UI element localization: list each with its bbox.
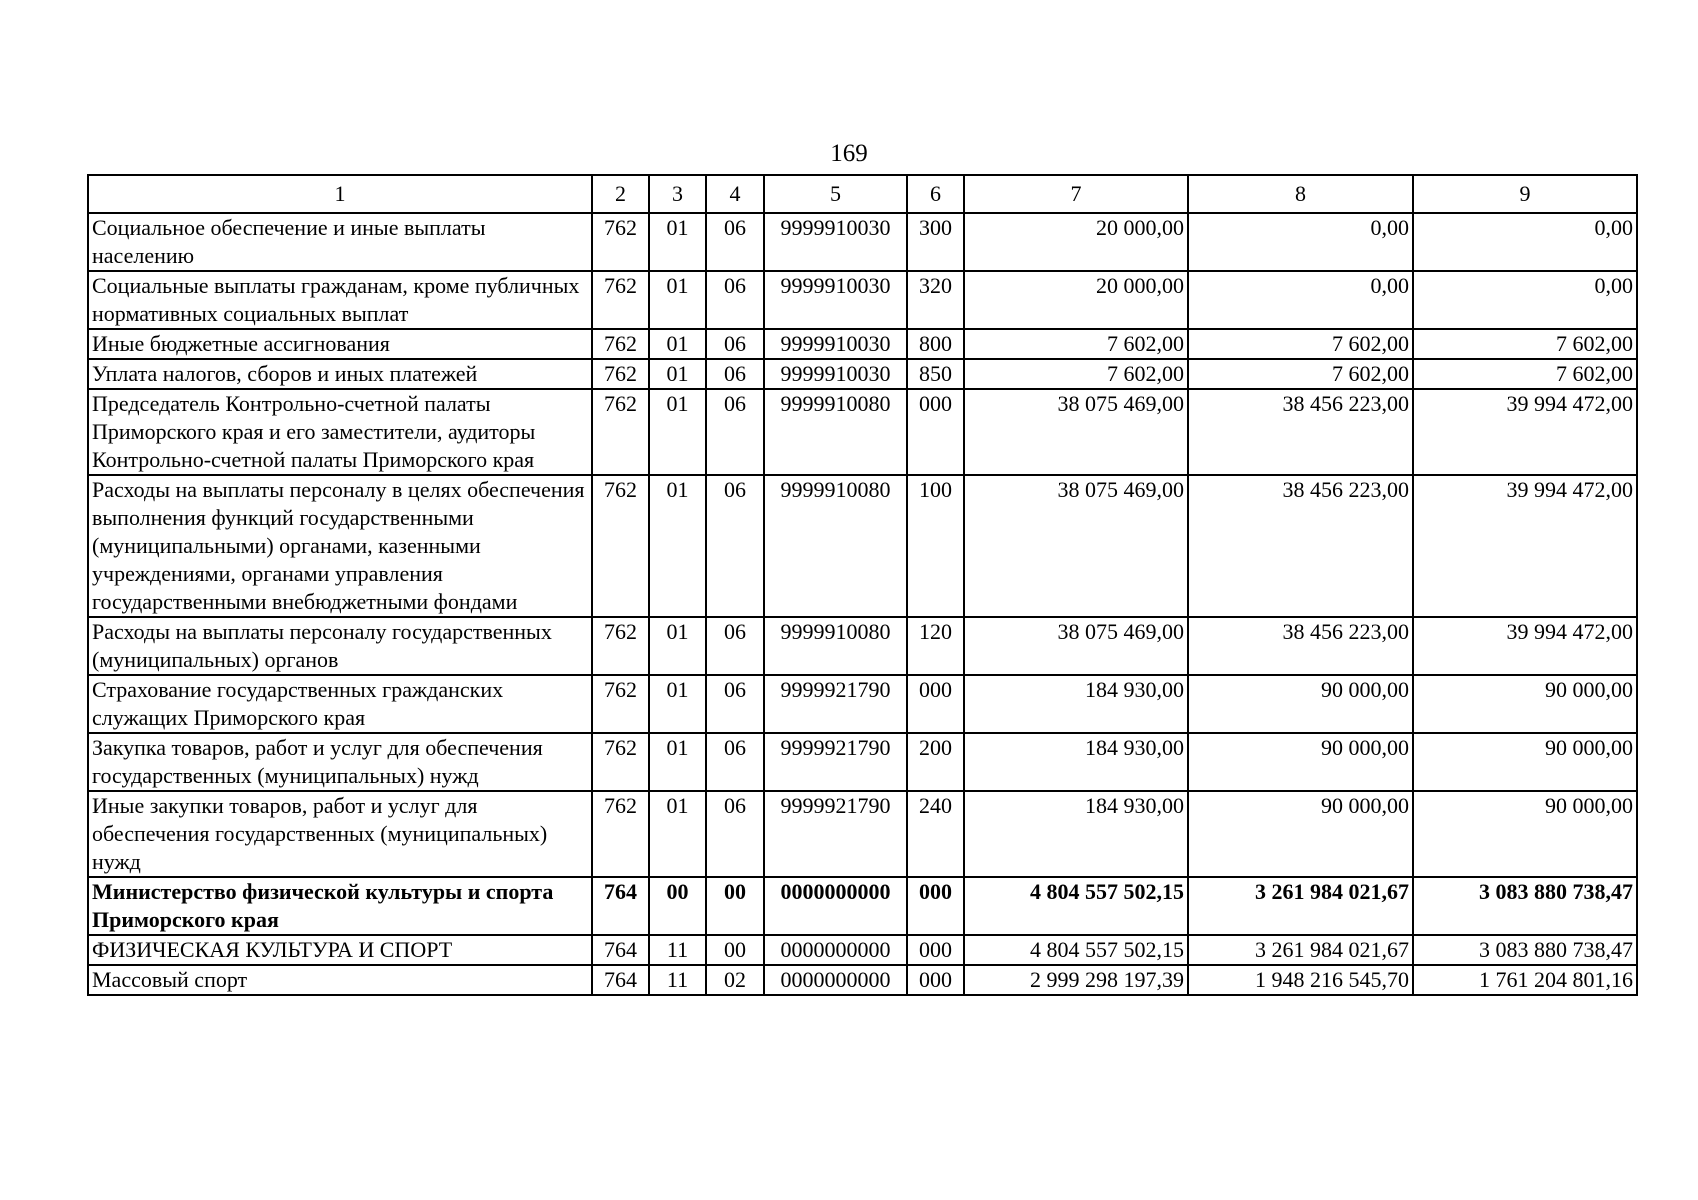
section-code-cell: 01 <box>649 329 706 359</box>
amount-col7-cell: 184 930,00 <box>964 675 1188 733</box>
amount-col8-cell: 90 000,00 <box>1188 791 1413 877</box>
expense-type-cell: 000 <box>907 877 964 935</box>
amount-col8-cell: 38 456 223,00 <box>1188 617 1413 675</box>
subsection-code-cell: 06 <box>706 271 764 329</box>
header-cell: 2 <box>592 175 649 213</box>
amount-col9-cell: 39 994 472,00 <box>1413 475 1637 617</box>
amount-col9-cell: 3 083 880 738,47 <box>1413 935 1637 965</box>
row-name-cell: ФИЗИЧЕСКАЯ КУЛЬТУРА И СПОРТ <box>88 935 592 965</box>
amount-col8-cell: 0,00 <box>1188 271 1413 329</box>
ministry-code-cell: 762 <box>592 617 649 675</box>
section-code-cell: 01 <box>649 359 706 389</box>
row-name-cell: Иные закупки товаров, работ и услуг для обеспечения государственных (муниципальных) нужд <box>88 791 592 877</box>
amount-col9-cell: 7 602,00 <box>1413 359 1637 389</box>
section-code-cell: 01 <box>649 617 706 675</box>
subsection-code-cell: 06 <box>706 213 764 271</box>
target-article-cell: 9999921790 <box>764 791 907 877</box>
header-cell: 4 <box>706 175 764 213</box>
table-row <box>88 935 1637 965</box>
table-row <box>88 675 1637 733</box>
ministry-code-cell: 764 <box>592 877 649 935</box>
amount-col8-cell: 1 948 216 545,70 <box>1188 965 1413 995</box>
row-name-cell: Расходы на выплаты персоналу в целях обеспечения выполнения функций государственными (муниципальными) органами, казенными учреждениями, органами управления государственными внебюджетными фондами <box>88 475 592 617</box>
target-article-cell: 9999921790 <box>764 733 907 791</box>
amount-col7-cell: 38 075 469,00 <box>964 475 1188 617</box>
ministry-code-cell: 762 <box>592 329 649 359</box>
expense-type-cell: 120 <box>907 617 964 675</box>
ministry-code-cell: 762 <box>592 359 649 389</box>
subsection-code-cell: 00 <box>706 877 764 935</box>
amount-col9-cell: 39 994 472,00 <box>1413 389 1637 475</box>
amount-col8-cell: 38 456 223,00 <box>1188 389 1413 475</box>
amount-col9-cell: 90 000,00 <box>1413 675 1637 733</box>
amount-col8-cell: 7 602,00 <box>1188 329 1413 359</box>
subsection-code-cell: 06 <box>706 675 764 733</box>
section-code-cell: 01 <box>649 271 706 329</box>
amount-col8-cell: 7 602,00 <box>1188 359 1413 389</box>
amount-col7-cell: 38 075 469,00 <box>964 389 1188 475</box>
amount-col7-cell: 7 602,00 <box>964 359 1188 389</box>
subsection-code-cell: 00 <box>706 935 764 965</box>
section-code-cell: 01 <box>649 475 706 617</box>
amount-col9-cell: 3 083 880 738,47 <box>1413 877 1637 935</box>
row-name-cell: Закупка товаров, работ и услуг для обеспечения государственных (муниципальных) нужд <box>88 733 592 791</box>
section-code-cell: 01 <box>649 733 706 791</box>
expense-type-cell: 000 <box>907 965 964 995</box>
header-cell: 3 <box>649 175 706 213</box>
budget-table <box>87 174 1638 996</box>
subsection-code-cell: 06 <box>706 475 764 617</box>
ministry-code-cell: 762 <box>592 675 649 733</box>
expense-type-cell: 200 <box>907 733 964 791</box>
target-article-cell: 9999910030 <box>764 213 907 271</box>
subsection-code-cell: 02 <box>706 965 764 995</box>
amount-col8-cell: 3 261 984 021,67 <box>1188 935 1413 965</box>
table-row <box>88 389 1637 475</box>
table-row <box>88 213 1637 271</box>
header-cell: 6 <box>907 175 964 213</box>
ministry-code-cell: 764 <box>592 935 649 965</box>
amount-col9-cell: 90 000,00 <box>1413 791 1637 877</box>
table-row <box>88 733 1637 791</box>
section-code-cell: 11 <box>649 965 706 995</box>
row-name-cell: Массовый спорт <box>88 965 592 995</box>
row-name-cell: Расходы на выплаты персоналу государственных (муниципальных) органов <box>88 617 592 675</box>
amount-col9-cell: 0,00 <box>1413 271 1637 329</box>
subsection-code-cell: 06 <box>706 791 764 877</box>
expense-type-cell: 800 <box>907 329 964 359</box>
section-code-cell: 01 <box>649 675 706 733</box>
table-row <box>88 965 1637 995</box>
header-cell: 1 <box>88 175 592 213</box>
amount-col9-cell: 39 994 472,00 <box>1413 617 1637 675</box>
expense-type-cell: 000 <box>907 675 964 733</box>
table-row <box>88 329 1637 359</box>
amount-col8-cell: 0,00 <box>1188 213 1413 271</box>
target-article-cell: 0000000000 <box>764 965 907 995</box>
amount-col9-cell: 1 761 204 801,16 <box>1413 965 1637 995</box>
header-cell: 7 <box>964 175 1188 213</box>
header-cell: 9 <box>1413 175 1637 213</box>
expense-type-cell: 850 <box>907 359 964 389</box>
amount-col7-cell: 4 804 557 502,15 <box>964 935 1188 965</box>
row-name-cell: Министерство физической культуры и спорта Приморского края <box>88 877 592 935</box>
table-row <box>88 877 1637 935</box>
subsection-code-cell: 06 <box>706 733 764 791</box>
section-code-cell: 01 <box>649 791 706 877</box>
amount-col8-cell: 3 261 984 021,67 <box>1188 877 1413 935</box>
ministry-code-cell: 762 <box>592 271 649 329</box>
amount-col7-cell: 184 930,00 <box>964 733 1188 791</box>
target-article-cell: 9999910080 <box>764 617 907 675</box>
amount-col9-cell: 0,00 <box>1413 213 1637 271</box>
header-cell: 5 <box>764 175 907 213</box>
target-article-cell: 9999910080 <box>764 475 907 617</box>
ministry-code-cell: 762 <box>592 389 649 475</box>
row-name-cell: Социальное обеспечение и иные выплаты населению <box>88 213 592 271</box>
ministry-code-cell: 764 <box>592 965 649 995</box>
target-article-cell: 9999921790 <box>764 675 907 733</box>
subsection-code-cell: 06 <box>706 359 764 389</box>
table-row <box>88 271 1637 329</box>
amount-col8-cell: 38 456 223,00 <box>1188 475 1413 617</box>
ministry-code-cell: 762 <box>592 475 649 617</box>
row-name-cell: Иные бюджетные ассигнования <box>88 329 592 359</box>
header-cell: 8 <box>1188 175 1413 213</box>
header-row <box>88 175 1637 213</box>
table-row <box>88 791 1637 877</box>
table-row <box>88 617 1637 675</box>
amount-col7-cell: 4 804 557 502,15 <box>964 877 1188 935</box>
amount-col9-cell: 90 000,00 <box>1413 733 1637 791</box>
amount-col9-cell: 7 602,00 <box>1413 329 1637 359</box>
target-article-cell: 9999910030 <box>764 271 907 329</box>
row-name-cell: Председатель Контрольно-счетной палаты Приморского края и его заместители, аудиторы Контрольно-счетной палаты Приморского края <box>88 389 592 475</box>
ministry-code-cell: 762 <box>592 791 649 877</box>
row-name-cell: Социальные выплаты гражданам, кроме публичных нормативных социальных выплат <box>88 271 592 329</box>
expense-type-cell: 300 <box>907 213 964 271</box>
expense-type-cell: 320 <box>907 271 964 329</box>
expense-type-cell: 000 <box>907 935 964 965</box>
expense-type-cell: 100 <box>907 475 964 617</box>
amount-col7-cell: 38 075 469,00 <box>964 617 1188 675</box>
subsection-code-cell: 06 <box>706 389 764 475</box>
amount-col8-cell: 90 000,00 <box>1188 675 1413 733</box>
expense-type-cell: 240 <box>907 791 964 877</box>
target-article-cell: 0000000000 <box>764 877 907 935</box>
target-article-cell: 9999910080 <box>764 389 907 475</box>
page-number: 169 <box>830 140 868 167</box>
amount-col7-cell: 2 999 298 197,39 <box>964 965 1188 995</box>
section-code-cell: 11 <box>649 935 706 965</box>
ministry-code-cell: 762 <box>592 733 649 791</box>
section-code-cell: 01 <box>649 389 706 475</box>
subsection-code-cell: 06 <box>706 617 764 675</box>
amount-col7-cell: 184 930,00 <box>964 791 1188 877</box>
subsection-code-cell: 06 <box>706 329 764 359</box>
amount-col7-cell: 7 602,00 <box>964 329 1188 359</box>
row-name-cell: Уплата налогов, сборов и иных платежей <box>88 359 592 389</box>
section-code-cell: 00 <box>649 877 706 935</box>
expense-type-cell: 000 <box>907 389 964 475</box>
table-row <box>88 359 1637 389</box>
amount-col7-cell: 20 000,00 <box>964 271 1188 329</box>
section-code-cell: 01 <box>649 213 706 271</box>
ministry-code-cell: 762 <box>592 213 649 271</box>
amount-col8-cell: 90 000,00 <box>1188 733 1413 791</box>
target-article-cell: 9999910030 <box>764 359 907 389</box>
target-article-cell: 9999910030 <box>764 329 907 359</box>
table-row <box>88 475 1637 617</box>
target-article-cell: 0000000000 <box>764 935 907 965</box>
amount-col7-cell: 20 000,00 <box>964 213 1188 271</box>
row-name-cell: Страхование государственных гражданских служащих Приморского края <box>88 675 592 733</box>
